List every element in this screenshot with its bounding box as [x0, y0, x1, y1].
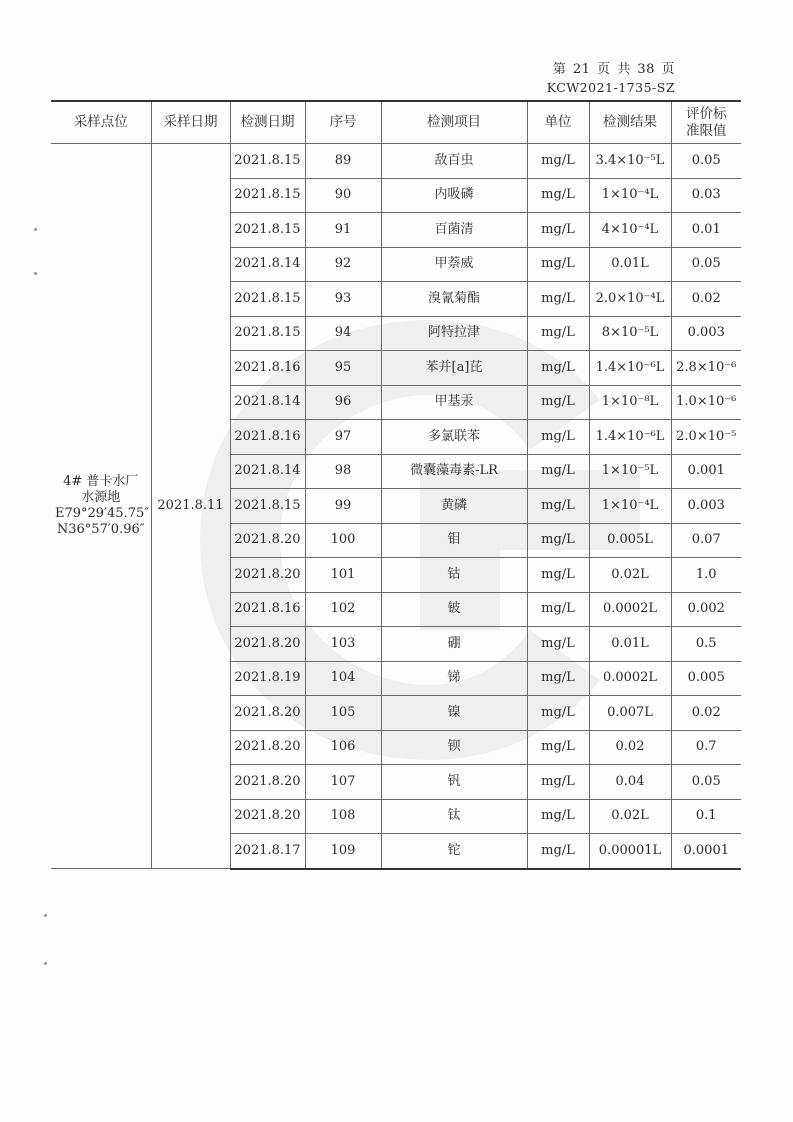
sequence-number-cell: 108	[305, 799, 381, 834]
test-date-cell: 2021.8.15	[230, 144, 305, 179]
unit-cell: mg/L	[527, 558, 589, 593]
result-cell: 0.02	[589, 730, 671, 765]
result-cell: 0.01L	[589, 247, 671, 282]
sequence-number-cell: 107	[305, 765, 381, 800]
test-date-cell: 2021.8.16	[230, 592, 305, 627]
sequence-number-cell: 105	[305, 696, 381, 731]
sequence-number-cell: 106	[305, 730, 381, 765]
col-header-result: 检测结果	[589, 101, 671, 144]
sequence-number-cell: 109	[305, 834, 381, 869]
result-cell: 0.01L	[589, 627, 671, 662]
result-cell: 1×10⁻⁸L	[589, 385, 671, 420]
result-cell: 1×10⁻⁵L	[589, 454, 671, 489]
test-item-cell: 铊	[381, 834, 527, 869]
test-date-cell: 2021.8.15	[230, 316, 305, 351]
unit-cell: mg/L	[527, 627, 589, 662]
sequence-number-cell: 99	[305, 489, 381, 524]
sequence-number-cell: 91	[305, 213, 381, 248]
unit-cell: mg/L	[527, 799, 589, 834]
test-item-cell: 甲萘威	[381, 247, 527, 282]
result-cell: 0.0002L	[589, 661, 671, 696]
sequence-number-cell: 93	[305, 282, 381, 317]
unit-cell: mg/L	[527, 282, 589, 317]
result-cell: 2.0×10⁻⁴L	[589, 282, 671, 317]
test-date-cell: 2021.8.16	[230, 420, 305, 455]
page-number: 第 21 页 共 38 页	[552, 62, 675, 77]
test-date-cell: 2021.8.15	[230, 213, 305, 248]
unit-cell: mg/L	[527, 489, 589, 524]
unit-cell: mg/L	[527, 765, 589, 800]
result-cell: 0.02L	[589, 799, 671, 834]
test-date-cell: 2021.8.16	[230, 351, 305, 386]
col-header-site: 采样点位	[51, 101, 151, 144]
test-item-cell: 铍	[381, 592, 527, 627]
test-item-cell: 微囊藻毒素-LR	[381, 454, 527, 489]
result-cell: 0.005L	[589, 523, 671, 558]
col-header-sample-date: 采样日期	[151, 101, 230, 144]
test-item-cell: 硼	[381, 627, 527, 662]
limit-cell: 0.001	[671, 454, 741, 489]
sequence-number-cell: 98	[305, 454, 381, 489]
test-item-cell: 钼	[381, 523, 527, 558]
unit-cell: mg/L	[527, 213, 589, 248]
limit-cell: 0.003	[671, 316, 741, 351]
col-header-limit	[671, 101, 741, 144]
result-cell: 3.4×10⁻⁵L	[589, 144, 671, 179]
test-item-cell: 阿特拉津	[381, 316, 527, 351]
col-header-unit: 单位	[527, 101, 589, 144]
test-item-cell: 镍	[381, 696, 527, 731]
scan-speck	[44, 962, 47, 965]
test-date-cell: 2021.8.17	[230, 834, 305, 869]
unit-cell: mg/L	[527, 316, 589, 351]
limit-cell: 0.03	[671, 178, 741, 213]
scan-speck	[44, 914, 47, 917]
test-item-cell: 敌百虫	[381, 144, 527, 179]
sequence-number-cell: 103	[305, 627, 381, 662]
test-item-cell: 钒	[381, 765, 527, 800]
test-item-cell: 钡	[381, 730, 527, 765]
test-date-cell: 2021.8.20	[230, 696, 305, 731]
sampling-site-line2: 水源地	[81, 489, 121, 505]
limit-cell: 1.0	[671, 558, 741, 593]
result-cell: 1.4×10⁻⁶L	[589, 351, 671, 386]
limit-cell: 0.02	[671, 696, 741, 731]
unit-cell: mg/L	[527, 523, 589, 558]
sequence-number-cell: 95	[305, 351, 381, 386]
unit-cell: mg/L	[527, 730, 589, 765]
test-item-cell: 锑	[381, 661, 527, 696]
unit-cell: mg/L	[527, 351, 589, 386]
sequence-number-cell: 100	[305, 523, 381, 558]
scan-speck	[34, 228, 37, 231]
test-date-cell: 2021.8.14	[230, 385, 305, 420]
sampling-site-line3: E79°29′45.75″	[55, 506, 150, 521]
result-cell: 0.007L	[589, 696, 671, 731]
test-date-cell: 2021.8.20	[230, 799, 305, 834]
test-date-cell: 2021.8.14	[230, 247, 305, 282]
sequence-number-cell: 104	[305, 661, 381, 696]
test-item-cell: 钛	[381, 799, 527, 834]
result-cell: 0.0002L	[589, 592, 671, 627]
test-date-cell: 2021.8.20	[230, 558, 305, 593]
test-date-cell: 2021.8.15	[230, 489, 305, 524]
result-cell: 4×10⁻⁴L	[589, 213, 671, 248]
scan-speck	[34, 272, 37, 275]
test-date-cell: 2021.8.20	[230, 523, 305, 558]
result-cell: 0.00001L	[589, 834, 671, 869]
sequence-number-cell: 92	[305, 247, 381, 282]
test-date-cell: 2021.8.20	[230, 730, 305, 765]
sequence-number-cell: 102	[305, 592, 381, 627]
sampling-site-cell	[51, 144, 151, 869]
test-date-cell: 2021.8.15	[230, 178, 305, 213]
test-item-cell: 百菌清	[381, 213, 527, 248]
limit-cell: 0.05	[671, 247, 741, 282]
unit-cell: mg/L	[527, 834, 589, 869]
limit-cell: 2.8×10⁻⁶	[671, 351, 741, 386]
unit-cell: mg/L	[527, 247, 589, 282]
test-item-cell: 甲基汞	[381, 385, 527, 420]
limit-cell: 0.05	[671, 765, 741, 800]
col-header-test-date: 检测日期	[230, 101, 305, 144]
test-date-cell: 2021.8.20	[230, 627, 305, 662]
test-item-cell: 溴氰菊酯	[381, 282, 527, 317]
unit-cell: mg/L	[527, 178, 589, 213]
test-item-cell: 内吸磷	[381, 178, 527, 213]
result-cell: 1.4×10⁻⁶L	[589, 420, 671, 455]
sample-date-cell: 2021.8.11	[151, 144, 230, 869]
test-item-cell: 苯并[a]芘	[381, 351, 527, 386]
result-cell: 1×10⁻⁴L	[589, 489, 671, 524]
result-cell: 8×10⁻⁵L	[589, 316, 671, 351]
test-date-cell: 2021.8.15	[230, 282, 305, 317]
sampling-site-line1: 4# 普卡水厂	[63, 473, 139, 489]
unit-cell: mg/L	[527, 696, 589, 731]
unit-cell: mg/L	[527, 144, 589, 179]
col-header-limit-line2: 准限值	[686, 122, 727, 139]
limit-cell: 0.07	[671, 523, 741, 558]
test-date-cell: 2021.8.20	[230, 765, 305, 800]
limit-cell: 0.05	[671, 144, 741, 179]
limit-cell: 0.003	[671, 489, 741, 524]
results-table	[51, 100, 741, 870]
unit-cell: mg/L	[527, 420, 589, 455]
result-cell: 0.04	[589, 765, 671, 800]
sequence-number-cell: 97	[305, 420, 381, 455]
col-header-no: 序号	[305, 101, 381, 144]
test-item-cell: 黄磷	[381, 489, 527, 524]
limit-cell: 0.01	[671, 213, 741, 248]
limit-cell: 0.02	[671, 282, 741, 317]
limit-cell: 0.7	[671, 730, 741, 765]
limit-cell: 0.002	[671, 592, 741, 627]
limit-cell: 0.1	[671, 799, 741, 834]
col-header-limit-line1: 评价标	[686, 105, 727, 122]
sampling-site-line4: N36°57′0.96″	[56, 522, 145, 538]
report-number: KCW2021-1735-SZ	[546, 80, 675, 95]
test-date-cell: 2021.8.14	[230, 454, 305, 489]
sequence-number-cell: 89	[305, 144, 381, 179]
table-header-row	[51, 101, 741, 144]
limit-cell: 2.0×10⁻⁵	[671, 420, 741, 455]
limit-cell: 1.0×10⁻⁶	[671, 385, 741, 420]
result-cell: 0.02L	[589, 558, 671, 593]
unit-cell: mg/L	[527, 661, 589, 696]
sequence-number-cell: 96	[305, 385, 381, 420]
table-row	[51, 144, 741, 179]
unit-cell: mg/L	[527, 592, 589, 627]
sequence-number-cell: 101	[305, 558, 381, 593]
test-item-cell: 钴	[381, 558, 527, 593]
unit-cell: mg/L	[527, 454, 589, 489]
sequence-number-cell: 94	[305, 316, 381, 351]
col-header-item: 检测项目	[381, 101, 527, 144]
test-item-cell: 多氯联苯	[381, 420, 527, 455]
limit-cell: 0.0001	[671, 834, 741, 869]
unit-cell: mg/L	[527, 385, 589, 420]
sequence-number-cell: 90	[305, 178, 381, 213]
test-date-cell: 2021.8.19	[230, 661, 305, 696]
limit-cell: 0.5	[671, 627, 741, 662]
result-cell: 1×10⁻⁴L	[589, 178, 671, 213]
limit-cell: 0.005	[671, 661, 741, 696]
